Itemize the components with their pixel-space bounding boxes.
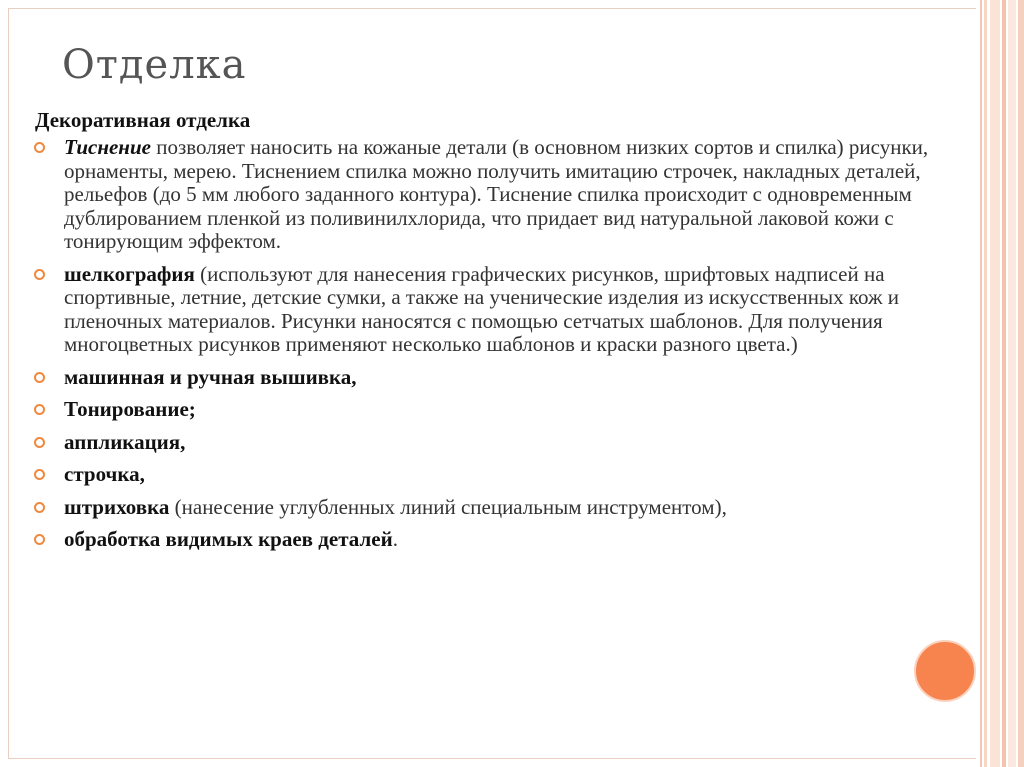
stripe bbox=[1018, 0, 1024, 767]
bullet-icon bbox=[34, 437, 45, 448]
list-item bbox=[34, 366, 994, 390]
item-lead: обработка видимых краев деталей bbox=[64, 527, 393, 551]
list-item bbox=[34, 496, 994, 520]
list-item bbox=[34, 528, 994, 552]
item-lead: строчка, bbox=[64, 462, 145, 486]
bullet-icon bbox=[34, 372, 45, 383]
stripe bbox=[1008, 0, 1016, 767]
item-lead: шелкография bbox=[64, 261, 195, 286]
item-lead: Тонирование; bbox=[64, 397, 196, 421]
bullet-list bbox=[34, 136, 994, 561]
list-item bbox=[34, 398, 994, 422]
slide-title: Отделка bbox=[62, 42, 247, 88]
bullet-icon bbox=[34, 534, 45, 545]
list-item bbox=[34, 431, 994, 455]
list-item bbox=[34, 463, 994, 487]
item-lead: штриховка bbox=[64, 494, 170, 519]
bullet-icon bbox=[34, 469, 45, 480]
item-lead: машинная и ручная вышивка, bbox=[64, 364, 357, 389]
decorative-circle bbox=[914, 640, 976, 702]
list-item bbox=[34, 263, 994, 357]
bullet-icon bbox=[34, 502, 45, 513]
item-lead: аппликация, bbox=[64, 429, 186, 454]
slide-subtitle: Декоративная отделка bbox=[35, 108, 251, 132]
list-item bbox=[34, 136, 994, 254]
item-text: . bbox=[392, 527, 398, 551]
stripe bbox=[1002, 0, 1006, 767]
bullet-icon bbox=[34, 269, 45, 280]
item-text: (используют для нанесения графических рисунков, шрифтовых надписей на спортивные, летние, детские сумки, а также на ученические изделия из искусственных кож и пленочных материалов. Рисунки наносятся с помощью сетчатых шаблонов. Для получения многоцветных рисунков применяют несколько шаблонов и краски разного цвета.) bbox=[64, 261, 899, 356]
item-text: (нанесение углубленных линий специальным инструментом), bbox=[169, 494, 727, 519]
bullet-icon bbox=[34, 404, 45, 415]
item-lead: Тиснение bbox=[64, 135, 151, 159]
bullet-icon bbox=[34, 142, 45, 153]
item-text: позволяет наносить на кожаные детали (в основном низких сортов и спилка) рисунки, орнаменты, мерею. Тиснением спилка можно получить имитацию строчек, накладных деталей, рельефов (до 5 мм любого заданного контура). Тиснение спилка происходит с одновременным дублированием пленкой из поливинилхлорида, что придает вид натуральной лаковой кожи с тонирующим эффектом. bbox=[64, 135, 929, 253]
